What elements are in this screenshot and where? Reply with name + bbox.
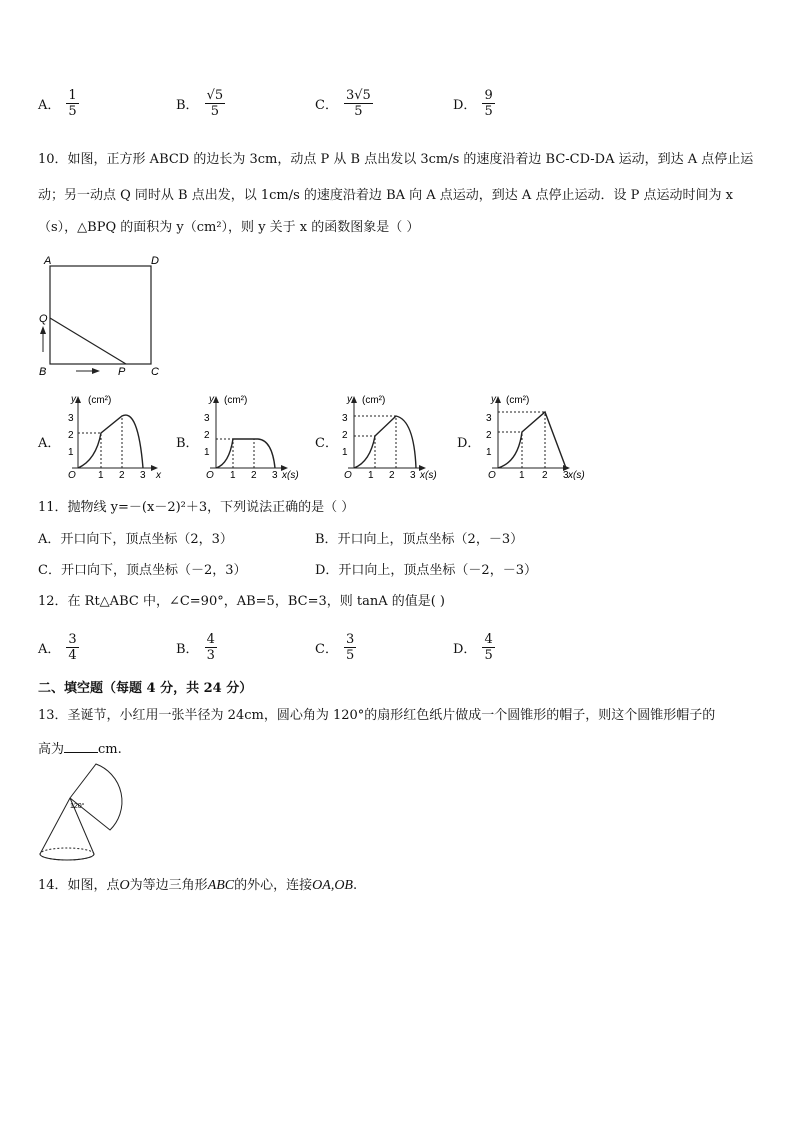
x-axis-label: x(s)	[282, 470, 299, 481]
q10-option-c-label: C．	[315, 436, 338, 451]
denominator: 5	[354, 104, 363, 119]
label-c: C	[151, 366, 159, 378]
tick-x: 2	[251, 470, 257, 481]
tick-y: 3	[486, 413, 492, 424]
label-b: B	[39, 366, 47, 378]
arrow-head-icon	[92, 368, 100, 374]
q12-option-b	[176, 632, 217, 663]
q12-option-a	[38, 632, 79, 663]
option-label: D．	[453, 98, 477, 113]
segment-qp	[50, 318, 126, 364]
tick-y: 3	[68, 413, 74, 424]
option-label: B．	[176, 98, 199, 113]
numerator: 1	[68, 88, 77, 103]
tick-y: 1	[204, 447, 210, 458]
square-abcd	[50, 266, 151, 364]
section-heading: 二、填空题（每题 4 分，共 24 分）	[38, 681, 253, 696]
q11-option-a: A．开口向下，顶点坐标（2，3）	[38, 532, 233, 547]
tick-x: 1	[230, 470, 236, 481]
tick-x: 3	[410, 470, 416, 481]
q13-line-2	[38, 740, 122, 758]
tick-y: 3	[342, 413, 348, 424]
option-label: D．	[453, 642, 477, 657]
graph-d	[478, 390, 598, 482]
fraction	[66, 88, 78, 119]
option-label: A．	[38, 98, 61, 113]
y-unit-label: (cm²)	[362, 395, 386, 406]
tick-y: 2	[204, 430, 210, 441]
tick-y: 1	[342, 447, 348, 458]
tick-x: 1	[98, 470, 104, 481]
numerator: 3	[345, 632, 355, 647]
option-label: C．	[315, 98, 338, 113]
y-axis-label: y	[491, 394, 496, 405]
fraction	[344, 632, 356, 663]
q10-line-1: 10．如图，正方形 ABCD 的边长为 3cm，动点 P 从 B 点出发以 3cm/s 的速度沿着边 BC-CD-DA 运动，到达 A 点停止运	[38, 152, 754, 167]
cone-sector-figure	[34, 760, 134, 864]
curve	[78, 415, 143, 468]
q10-square-figure	[34, 252, 164, 378]
tick-x: 3	[563, 470, 569, 481]
option-label: C．	[315, 642, 338, 657]
fraction	[482, 88, 494, 119]
sector	[70, 764, 122, 830]
q9-option-a	[38, 88, 79, 119]
option-label: A．	[38, 642, 61, 657]
numerator: 4	[206, 632, 215, 647]
q10-option-b-label: B．	[176, 436, 199, 451]
graph-a	[58, 390, 168, 482]
q12-option-c	[315, 632, 356, 663]
fraction	[205, 88, 226, 119]
y-unit-label: (cm²)	[224, 395, 248, 406]
q10-option-a-label: A．	[38, 436, 61, 451]
option-label: B．	[176, 642, 199, 657]
q9-option-c	[315, 88, 373, 119]
y-axis-label: y	[71, 394, 76, 405]
q14-text: 14．如图，点	[38, 878, 120, 893]
tick-x: 2	[542, 470, 548, 481]
numerator: 3	[68, 632, 77, 647]
q10-option-d-label: D．	[457, 436, 481, 451]
y-axis-label: y	[209, 394, 214, 405]
q11-option-b: B．开口向上，顶点坐标（2，－3）	[315, 532, 524, 547]
origin-label: O	[68, 470, 76, 481]
angle-label: 120°	[70, 803, 85, 810]
numerator: 4	[484, 632, 493, 647]
q12-option-d	[453, 632, 495, 663]
denominator: 5	[345, 648, 355, 663]
label-a: A	[44, 255, 52, 267]
curve	[216, 439, 275, 468]
segments-oa-ob: OA,OB	[312, 878, 353, 893]
fraction	[205, 632, 217, 663]
tick-y: 2	[342, 430, 348, 441]
curve	[354, 416, 416, 468]
y-unit-label: (cm²)	[506, 395, 530, 406]
origin-label: O	[206, 470, 214, 481]
tick-x: 3	[272, 470, 278, 481]
tick-x: 3	[140, 470, 146, 481]
q12-stem: 12．在 Rt△ABC 中，∠C=90°，AB=5，BC=3，则 tanA 的值是( )	[38, 594, 446, 609]
tick-y: 1	[486, 447, 492, 458]
q10-line-3: （s），△BPQ 的面积为 y（cm²），则 y 关于 x 的函数图象是（ ）	[38, 220, 420, 235]
fraction	[66, 632, 78, 663]
q9-option-d	[453, 88, 495, 119]
q11-stem: 11．抛物线 y=－(x－2)²＋3，下列说法正确的是（ ）	[38, 500, 355, 515]
origin-label: O	[344, 470, 352, 481]
tick-x: 1	[368, 470, 374, 481]
label-d: D	[151, 255, 159, 267]
point-o: O	[119, 878, 130, 893]
denominator: 5	[484, 104, 493, 119]
q13-line-1: 13．圣诞节，小红用一张半径为 24cm，圆心角为 120°的扇形红色纸片做成一个圆锥形的帽子，则这个圆锥形帽子的	[38, 708, 716, 723]
q9-option-b	[176, 88, 225, 119]
tick-y: 2	[68, 430, 74, 441]
denominator: 5	[210, 104, 219, 119]
tick-y: 3	[204, 413, 210, 424]
graph-c	[334, 390, 452, 482]
denominator: 3	[206, 648, 215, 663]
curve	[498, 412, 566, 468]
tick-x: 1	[519, 470, 525, 481]
q13-unit: cm.	[98, 742, 122, 757]
fraction	[344, 88, 373, 119]
arrow-head-icon	[40, 326, 46, 334]
q14-stem	[38, 878, 357, 894]
answer-blank	[64, 740, 98, 753]
q14-text: 的外心，连接	[234, 878, 313, 893]
tick-y: 1	[68, 447, 74, 458]
numerator: √5	[206, 88, 224, 103]
denominator: 4	[68, 648, 77, 663]
graph-b	[196, 390, 314, 482]
cone-side-left	[40, 798, 70, 854]
q11-option-d: D．开口向上，顶点坐标（－2，－3）	[315, 563, 537, 578]
tick-x: 2	[119, 470, 125, 481]
label-q: Q	[39, 313, 48, 325]
q13-text: 高为	[38, 742, 65, 757]
x-axis-label: x(s)	[420, 470, 437, 481]
origin-label: O	[488, 470, 496, 481]
x-axis-label: x(s)	[568, 470, 585, 481]
x-axis-label: x	[156, 470, 161, 481]
denominator: 5	[484, 648, 493, 663]
numerator: 9	[484, 88, 493, 103]
q14-period: .	[352, 878, 358, 893]
tick-y: 2	[486, 430, 492, 441]
label-p: P	[118, 366, 126, 378]
q11-option-c: C．开口向下，顶点坐标（－2，3）	[38, 563, 247, 578]
denominator: 5	[68, 104, 77, 119]
q14-text: 为等边三角形	[129, 878, 208, 893]
q10-line-2: 动；另一动点 Q 同时从 B 点出发，以 1cm/s 的速度沿着边 BA 向 A 点运动，到达 A 点停止运动．设 P 点运动时间为 x	[38, 188, 733, 203]
y-axis-label: y	[347, 394, 352, 405]
tick-x: 2	[389, 470, 395, 481]
fraction	[482, 632, 494, 663]
y-unit-label: (cm²)	[88, 395, 112, 406]
triangle-abc: ABC	[207, 878, 235, 893]
numerator: 3√5	[345, 88, 371, 103]
